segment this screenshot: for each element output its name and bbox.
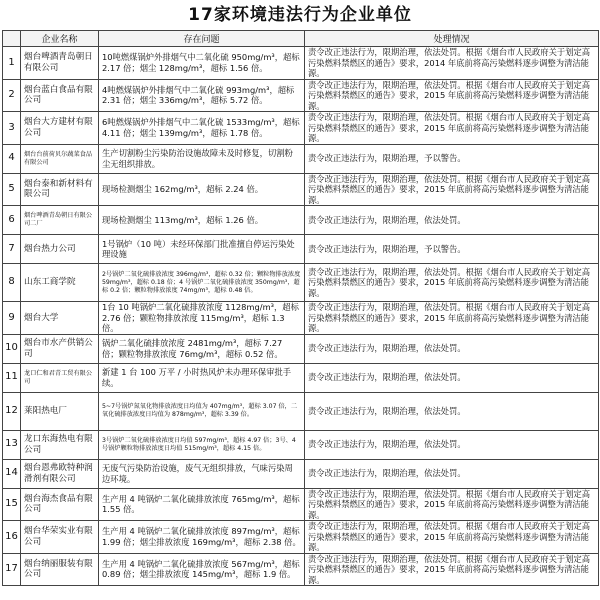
row-number: 3 — [3, 112, 21, 145]
company-name-cell: 山东工商学院 — [21, 264, 99, 302]
table-row — [3, 206, 599, 235]
company-name-cell: 烟台华荣实业有限公司 — [21, 521, 99, 554]
table-header-row — [3, 31, 599, 47]
table-row — [3, 521, 599, 554]
table-row — [3, 430, 599, 459]
company-name-cell: 烟台恩弗欧特种润滑剂有限公司 — [21, 459, 99, 488]
header-company-name: 企业名称 — [21, 31, 99, 47]
problem-cell: 新建 1 台 100 万平 / 小时热风炉未办理环保审批手续。 — [99, 363, 305, 392]
table-row — [3, 47, 599, 80]
problem-cell: 6吨燃煤锅炉外排烟气中二氧化硫 1533mg/m³，超标 4.11 倍；烟尘 139mg/m³，超标 1.78 倍。 — [99, 112, 305, 145]
row-number: 4 — [3, 144, 21, 173]
problem-cell: 现场检测烟尘 113mg/m³，超标 1.26 倍。 — [99, 206, 305, 235]
company-name-cell: 烟台泰和新材料有限公司 — [21, 173, 99, 206]
action-cell: 责令改正违法行为，限期治理，依法处罚。 — [305, 363, 599, 392]
company-name-cell: 龙口东海热电有限公司 — [21, 430, 99, 459]
row-number: 14 — [3, 459, 21, 488]
page-title: 17家环境违法行为企业单位 — [188, 5, 412, 25]
table-row — [3, 144, 599, 173]
company-name-cell: 烟台大学 — [21, 302, 99, 335]
row-number: 15 — [3, 488, 21, 521]
row-number: 1 — [3, 47, 21, 80]
row-number: 6 — [3, 206, 21, 235]
row-number: 16 — [3, 521, 21, 554]
problem-cell: 10吨燃煤锅炉外排烟气中二氧化硫 950mg/m³，超标 2.17 倍；烟尘 128mg/m³，超标 1.56 倍。 — [99, 47, 305, 80]
company-name-cell: 烟台海杰食品有限公司 — [21, 488, 99, 521]
company-name-cell: 烟台蓝白食品有限公司 — [21, 79, 99, 112]
problem-cell: 生产用 4 吨锅炉二氧化硫排放浓度 897mg/m³，超标 1.99 倍；烟尘排放浓度 169mg/m³，超标 2.38 倍。 — [99, 521, 305, 554]
table-row — [3, 459, 599, 488]
row-number: 17 — [3, 553, 21, 586]
company-name-cell: 烟台纳丽服装有限公司 — [21, 553, 99, 586]
row-number: 12 — [3, 392, 21, 430]
row-number: 9 — [3, 302, 21, 335]
action-cell: 责令改正违法行为，限期治理，依法处罚。根据《烟台市人民政府关于划定高污染燃料禁燃区的通告》要求，2015 年底前将高污染燃料逐步调整为清洁能源。 — [305, 302, 599, 335]
table-row — [3, 488, 599, 521]
company-name-cell: 烟台啤酒青岛朝日有限公司二厂 — [21, 206, 99, 235]
problem-cell: 3号锅炉二氧化硫排放浓度日均值 597mg/m³，超标 4.97 倍；3号、4号锅炉颗粒物排放浓度日均值 515mg/m³，超标 4.15 倍。 — [99, 430, 305, 459]
row-number: 8 — [3, 264, 21, 302]
violations-table — [2, 30, 599, 586]
table-row — [3, 302, 599, 335]
action-cell: 责令改正违法行为，限期治理，依法处罚。根据《烟台市人民政府关于划定高污染燃料禁燃区的通告》要求，2015 年底前将高污染燃料逐步调整为清洁能源。 — [305, 112, 599, 145]
action-cell: 责令改正违法行为，限期治理，依法处罚。根据《烟台市人民政府关于划定高污染燃料禁燃区的通告》要求，2015 年底前将高污染燃料逐步调整为清洁能源。 — [305, 488, 599, 521]
table-row — [3, 553, 599, 586]
action-cell: 责令改正违法行为，限期治理，依法处罚。 — [305, 206, 599, 235]
table-row — [3, 79, 599, 112]
table-row — [3, 392, 599, 430]
table-row — [3, 235, 599, 264]
row-number: 2 — [3, 79, 21, 112]
action-cell: 责令改正违法行为，限期治理，依法处罚。根据《烟台市人民政府关于划定高污染燃料禁燃区的通告》要求，2015 年底前将高污染燃料逐步调整为清洁能源。 — [305, 173, 599, 206]
company-name-cell: 莱阳热电厂 — [21, 392, 99, 430]
header-problem: 存在问题 — [99, 31, 305, 47]
action-cell: 责令改正违法行为，限期治理，依法处罚。根据《烟台市人民政府关于划定高污染燃料禁燃区的通告》要求，2015 年底前将高污染燃料逐步调整为清洁能源。 — [305, 79, 599, 112]
row-number: 7 — [3, 235, 21, 264]
company-name-cell: 烟台啤酒青岛朝日有限公司 — [21, 47, 99, 80]
problem-cell: 生产用 4 吨锅炉二氧化硫排放浓度 765mg/m³，超标 1.55 倍。 — [99, 488, 305, 521]
problem-cell: 生产切割粉尘污染防治设施故障未及时修复，切割粉尘无组织排放。 — [99, 144, 305, 173]
action-cell: 责令改正违法行为，限期治理，依法处罚。 — [305, 459, 599, 488]
table-row — [3, 363, 599, 392]
header-number — [3, 31, 21, 47]
problem-cell: 生产用 4 吨锅炉二氧化硫排放浓度 567mg/m³，超标 0.89 倍；烟尘排放浓度 145mg/m³，超标 1.9 倍。 — [99, 553, 305, 586]
row-number: 11 — [3, 363, 21, 392]
table-row — [3, 173, 599, 206]
action-cell: 责令改正违法行为，限期治理，依法处罚。根据《烟台市人民政府关于划定高污染燃料禁燃区的通告》要求，2015 年底前将高污染燃料逐步调整为清洁能源。 — [305, 553, 599, 586]
action-cell: 责令改正违法行为，限期治理，依法处罚。根据《烟台市人民政府关于划定高污染燃料禁燃区的通告》要求，2014 年底前将高污染燃料逐步调整为清洁能源。 — [305, 47, 599, 80]
company-name-cell: 烟台热力公司 — [21, 235, 99, 264]
row-number: 10 — [3, 334, 21, 363]
problem-cell: 现场检测烟尘 162mg/m³，超标 2.24 倍。 — [99, 173, 305, 206]
problem-cell: 2号锅炉二氧化硫排放浓度 396mg/m³，超标 0.32 倍；颗粒物排放浓度 59mg/m³，超标 0.18 倍；4 号锅炉二氧化硫排放浓度 350mg/m³，超标 0.2 倍；颗粒物排放浓度 74mg/m³，超标 0.48 倍。 — [99, 264, 305, 302]
row-number: 13 — [3, 430, 21, 459]
problem-cell: 5~7号锅炉氮氧化物排放浓度日均值为 407mg/m³，超标 3.07 倍，二氧化硫排放浓度日均值为 878mg/m³，超标 3.39 倍。 — [99, 392, 305, 430]
table-row — [3, 334, 599, 363]
table-row — [3, 264, 599, 302]
action-cell: 责令改正违法行为，限期治理，予以警告。 — [305, 235, 599, 264]
row-number: 5 — [3, 173, 21, 206]
problem-cell: 1号锅炉（10 吨）未经环保部门批准擅自停运污染处理设施 — [99, 235, 305, 264]
action-cell: 责令改正违法行为，限期治理，依法处罚。根据《烟台市人民政府关于划定高污染燃料禁燃区的通告》要求，2015 年底前将高污染燃料逐步调整为清洁能源。 — [305, 521, 599, 554]
header-action: 处理情况 — [305, 31, 599, 47]
action-cell: 责令改正违法行为，限期治理，依法处罚。 — [305, 334, 599, 363]
table-row — [3, 112, 599, 145]
company-name-cell: 烟台大方建材有限公司 — [21, 112, 99, 145]
problem-cell: 无废气污染防治设施，废气无组织排放，气味污染周边环境。 — [99, 459, 305, 488]
action-cell: 责令改正违法行为，限期治理，依法处罚。 — [305, 430, 599, 459]
problem-cell: 1台 10 吨锅炉二氧化硫排放浓度 1128mg/m³，超标 2.76 倍；颗粒物排放浓度 115mg/m³，超标 1.3 倍。 — [99, 302, 305, 335]
action-cell: 责令改正违法行为，限期治理，予以警告。 — [305, 144, 599, 173]
company-name-cell: 烟台台前荷贝尔蔬菜食品有限公司 — [21, 144, 99, 173]
problem-cell: 4吨燃煤锅炉外排烟气中二氧化硫 993mg/m³，超标 2.31 倍；烟尘 336mg/m³，超标 5.72 倍。 — [99, 79, 305, 112]
action-cell: 责令改正违法行为，限期治理，依法处罚。根据《烟台市人民政府关于划定高污染燃料禁燃区的通告》要求，2015 年底前将高污染燃料逐步调整为清洁能源。 — [305, 264, 599, 302]
action-cell: 责令改正违法行为，限期治理，依法处罚。 — [305, 392, 599, 430]
problem-cell: 锅炉二氧化硫排放浓度 2481mg/m³，超标 7.27 倍；颗粒物排放浓度 76mg/m³，超标 0.52 倍。 — [99, 334, 305, 363]
company-name-cell: 烟台市水产供销公司 — [21, 334, 99, 363]
company-name-cell: 龙口仁和君青工贸有限公司 — [21, 363, 99, 392]
